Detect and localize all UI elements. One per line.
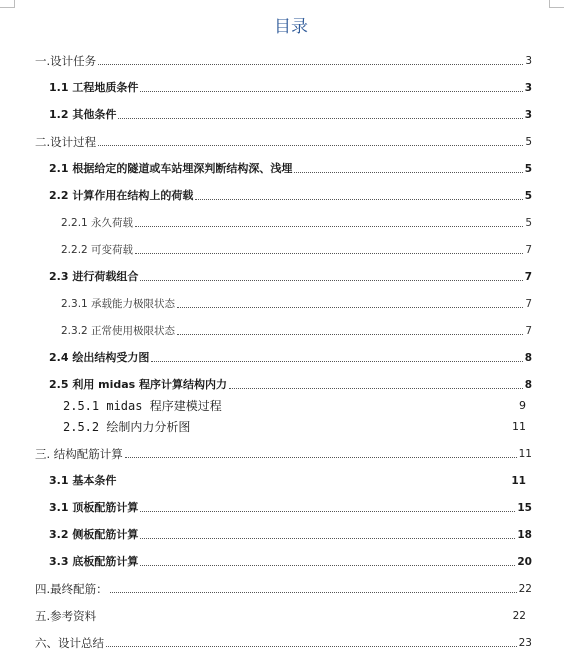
toc-entry[interactable] (35, 570, 532, 597)
toc-entry[interactable] (35, 150, 532, 177)
toc-entry[interactable] (35, 204, 532, 231)
toc-entry-page: 3 (524, 82, 532, 94)
toc-entry-page: 20 (517, 556, 532, 568)
toc-entry-page: 22 (518, 583, 532, 595)
toc-entry-page: 5 (525, 136, 532, 148)
toc-leader-dots (294, 172, 522, 173)
toc-entry-page: 8 (524, 379, 532, 391)
toc-entry-label: 二.设计过程 (35, 135, 97, 149)
toc-entry[interactable] (35, 462, 532, 489)
toc-entry-page: 18 (517, 529, 532, 541)
toc-entry-page: 5 (524, 163, 532, 175)
toc-leader-dots (98, 145, 523, 146)
toc-entry-label: 六、设计总结 (35, 636, 104, 650)
toc-entry-page: 7 (524, 271, 532, 283)
toc-leader-dots (140, 280, 522, 281)
toc-entry-page: 3 (525, 55, 532, 67)
toc-leader-dots (118, 118, 522, 119)
toc-entry-label: 3.3 底板配筋计算 (49, 555, 139, 568)
toc-entry[interactable] (35, 69, 532, 96)
toc-entry[interactable] (35, 177, 532, 204)
toc-entry[interactable] (35, 285, 532, 312)
toc-entry[interactable] (35, 96, 532, 123)
toc-leader-dots (98, 64, 523, 65)
toc-entry-label: 2.4 绘出结构受力图 (49, 351, 150, 364)
toc-entry-label: 2.3.2 正常使用极限状态 (61, 325, 176, 337)
toc-entry-label: 2.3 进行荷载组合 (49, 270, 139, 283)
toc-entry-label: 3.1 基本条件 (49, 474, 117, 487)
toc-entry[interactable] (35, 42, 532, 69)
toc-entry[interactable] (35, 489, 532, 516)
toc-leader-dots (151, 361, 522, 362)
toc-entry-page: 11 (512, 420, 526, 433)
toc-title: 目录 (274, 17, 308, 37)
table-of-contents (35, 42, 532, 651)
toc-entry-label: 3.2 侧板配筋计算 (49, 528, 139, 541)
toc-entry-label: 一.设计任务 (35, 54, 97, 68)
toc-entry-label: 2.5.2 绘制内力分析图 (63, 420, 191, 434)
toc-entry[interactable] (35, 414, 532, 435)
toc-entry-label: 1.2 其他条件 (49, 108, 117, 121)
toc-entry-page: 22 (512, 610, 526, 622)
toc-entry-page: 7 (525, 325, 532, 337)
toc-entry-label: 2.5 利用 midas 程序计算结构内力 (49, 378, 228, 391)
toc-entry[interactable] (35, 597, 532, 624)
toc-entry-label: 三. 结构配筋计算 (35, 447, 123, 461)
toc-entry-page: 11 (518, 448, 532, 460)
toc-entry-label: 2.5.1 midas 程序建模过程 (63, 399, 222, 413)
toc-entry[interactable] (35, 312, 532, 339)
toc-leader-dots (195, 199, 522, 200)
toc-entry[interactable] (35, 393, 532, 414)
toc-entry-page: 15 (517, 502, 532, 514)
toc-entry-label: 四.最终配筋： (35, 582, 108, 596)
toc-leader-dots (140, 511, 515, 512)
toc-entry[interactable] (35, 435, 532, 462)
toc-leader-dots (140, 91, 522, 92)
toc-entry-page: 7 (525, 244, 532, 256)
toc-entry-label: 2.2.1 永久荷载 (61, 217, 134, 229)
toc-leader-dots (135, 253, 523, 254)
toc-leader-dots (106, 646, 517, 647)
toc-entry-page: 3 (524, 109, 532, 121)
toc-entry-page: 23 (518, 637, 532, 649)
toc-entry-label: 1.1 工程地质条件 (49, 81, 139, 94)
toc-entry-page: 5 (524, 190, 532, 202)
toc-entry[interactable] (35, 366, 532, 393)
page-corner-mark-right (549, 0, 564, 8)
toc-leader-dots (229, 388, 523, 389)
toc-entry[interactable] (35, 123, 532, 150)
toc-entry[interactable] (35, 624, 532, 651)
toc-entry[interactable] (35, 339, 532, 366)
toc-entry-page: 11 (511, 475, 526, 487)
toc-leader-dots (110, 592, 517, 593)
toc-leader-dots (177, 307, 523, 308)
toc-entry-label: 2.2 计算作用在结构上的荷载 (49, 189, 194, 202)
toc-entry[interactable] (35, 231, 532, 258)
toc-entry-label: 2.2.2 可变荷载 (61, 244, 134, 256)
toc-leader-dots (177, 334, 523, 335)
toc-entry[interactable] (35, 258, 532, 285)
toc-entry-label: 五.参考资料 (35, 609, 97, 623)
toc-leader-dots (135, 226, 523, 227)
toc-entry-page: 8 (524, 352, 532, 364)
toc-entry-label: 3.1 顶板配筋计算 (49, 501, 139, 514)
toc-leader-dots (140, 538, 515, 539)
toc-leader-dots (140, 565, 515, 566)
toc-entry-page: 9 (519, 399, 526, 412)
toc-leader-dots (125, 457, 517, 458)
page-corner-mark-left (0, 0, 15, 8)
toc-entry-label: 2.1 根据给定的隧道或车站埋深判断结构深、浅埋 (49, 162, 293, 175)
toc-entry-page: 7 (525, 298, 532, 310)
toc-entry-label: 2.3.1 承载能力极限状态 (61, 298, 176, 310)
toc-entry[interactable] (35, 516, 532, 543)
toc-entry[interactable] (35, 543, 532, 570)
toc-entry-page: 5 (525, 217, 532, 229)
